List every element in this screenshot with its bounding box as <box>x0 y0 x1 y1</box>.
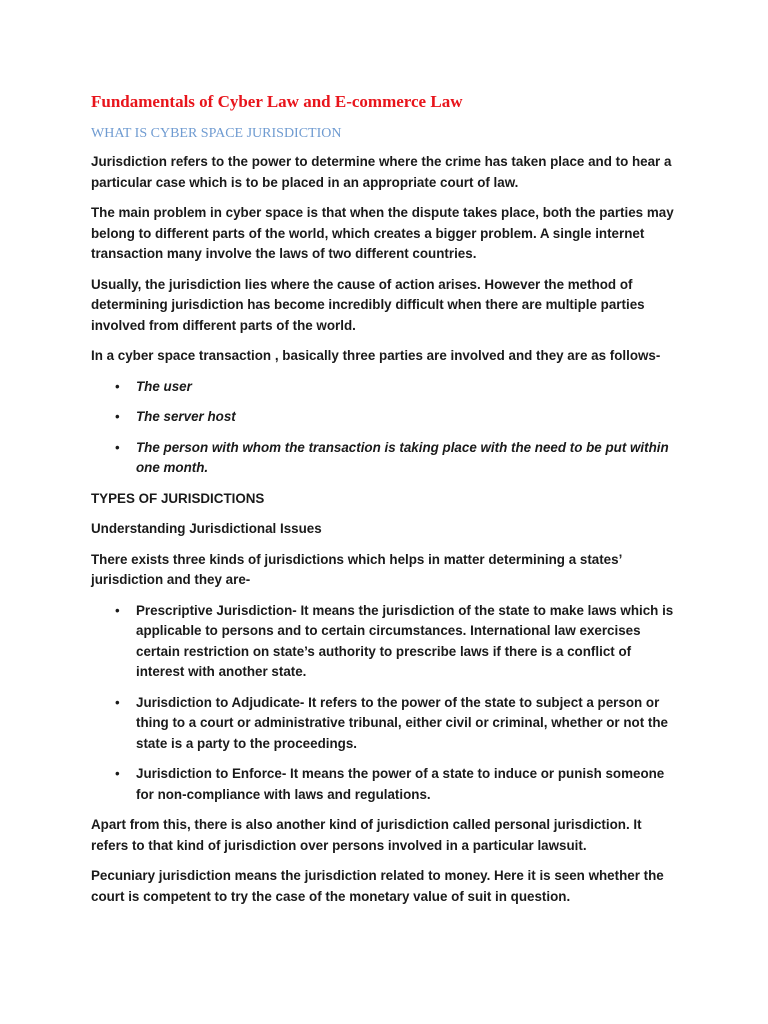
document-page <box>91 90 681 917</box>
bullet-icon: • <box>115 602 120 618</box>
party-user: The user <box>136 378 192 394</box>
kind-prescriptive: Prescriptive Jurisdiction- It means the jurisdiction of the state to make laws which is applicable to persons and to certain circumstances. International law exercises certain restriction on state’s authority to prescribe laws if there is a conflict of interest with another state. <box>136 602 674 679</box>
parties-list <box>91 377 681 479</box>
list-item <box>91 438 681 479</box>
list-item <box>91 601 681 683</box>
paragraph-main-problem: The main problem in cyber space is that when the dispute takes place, both the parties may belong to different parts of the world, which creates a bigger problem. A single internet transaction many involve the laws of two different countries. <box>91 205 674 261</box>
paragraph-jurisdiction-definition: Jurisdiction refers to the power to determine where the crime has taken place and to hear a particular case which is to be placed in an appropriate court of law. <box>91 154 672 190</box>
heading-types-of-jurisdictions: TYPES OF JURISDICTIONS <box>91 490 265 506</box>
paragraph-cause-of-action: Usually, the jurisdiction lies where the cause of action arises. However the method of determining jurisdiction has become incredibly difficult when there are multiple parties involved from different parts of the world. <box>91 276 645 333</box>
paragraph-personal-jurisdiction: Apart from this, there is also another kind of jurisdiction called personal jurisdiction. It refers to that kind of jurisdiction over persons involved in a particular lawsuit. <box>91 817 642 853</box>
paragraph-pecuniary-jurisdiction: Pecuniary jurisdiction means the jurisdiction related to money. Here it is seen whether the court is competent to try the case of the monetary value of suit in question. <box>91 868 664 904</box>
bullet-icon: • <box>115 378 120 394</box>
list-item <box>91 377 681 398</box>
bullet-icon: • <box>115 439 120 455</box>
list-item <box>91 764 681 805</box>
kind-enforce: Jurisdiction to Enforce- It means the power of a state to induce or punish someone for non-compliance with laws and regulations. <box>136 766 665 802</box>
party-server-host: The server host <box>136 409 236 424</box>
list-item <box>91 693 681 755</box>
bullet-icon: • <box>115 694 120 710</box>
kind-adjudicate: Jurisdiction to Adjudicate- It refers to the power of the state to subject a person or thing to a court or administrative tribunal, either civil or criminal, whether or not the state is a party to the proceedings. <box>136 694 668 751</box>
bullet-icon: • <box>115 409 120 424</box>
paragraph-three-kinds: There exists three kinds of jurisdictions which helps in matter determining a states’ jurisdiction and they are- <box>91 551 622 587</box>
section-heading-cyber-space-jurisdiction: WHAT IS CYBER SPACE JURISDICTION <box>91 126 342 141</box>
party-transaction-person: The person with whom the transaction is taking place with the need to be put within one month. <box>136 439 669 475</box>
paragraph-three-parties-intro: In a cyber space transaction , basically three parties are involved and they are as follows- <box>91 348 661 363</box>
heading-understanding-issues: Understanding Jurisdictional Issues <box>91 521 322 536</box>
list-item <box>91 407 681 428</box>
bullet-icon: • <box>115 766 120 781</box>
jurisdiction-kinds-list <box>91 601 681 806</box>
document-title: Fundamentals of Cyber Law and E-commerce Law <box>91 92 463 111</box>
